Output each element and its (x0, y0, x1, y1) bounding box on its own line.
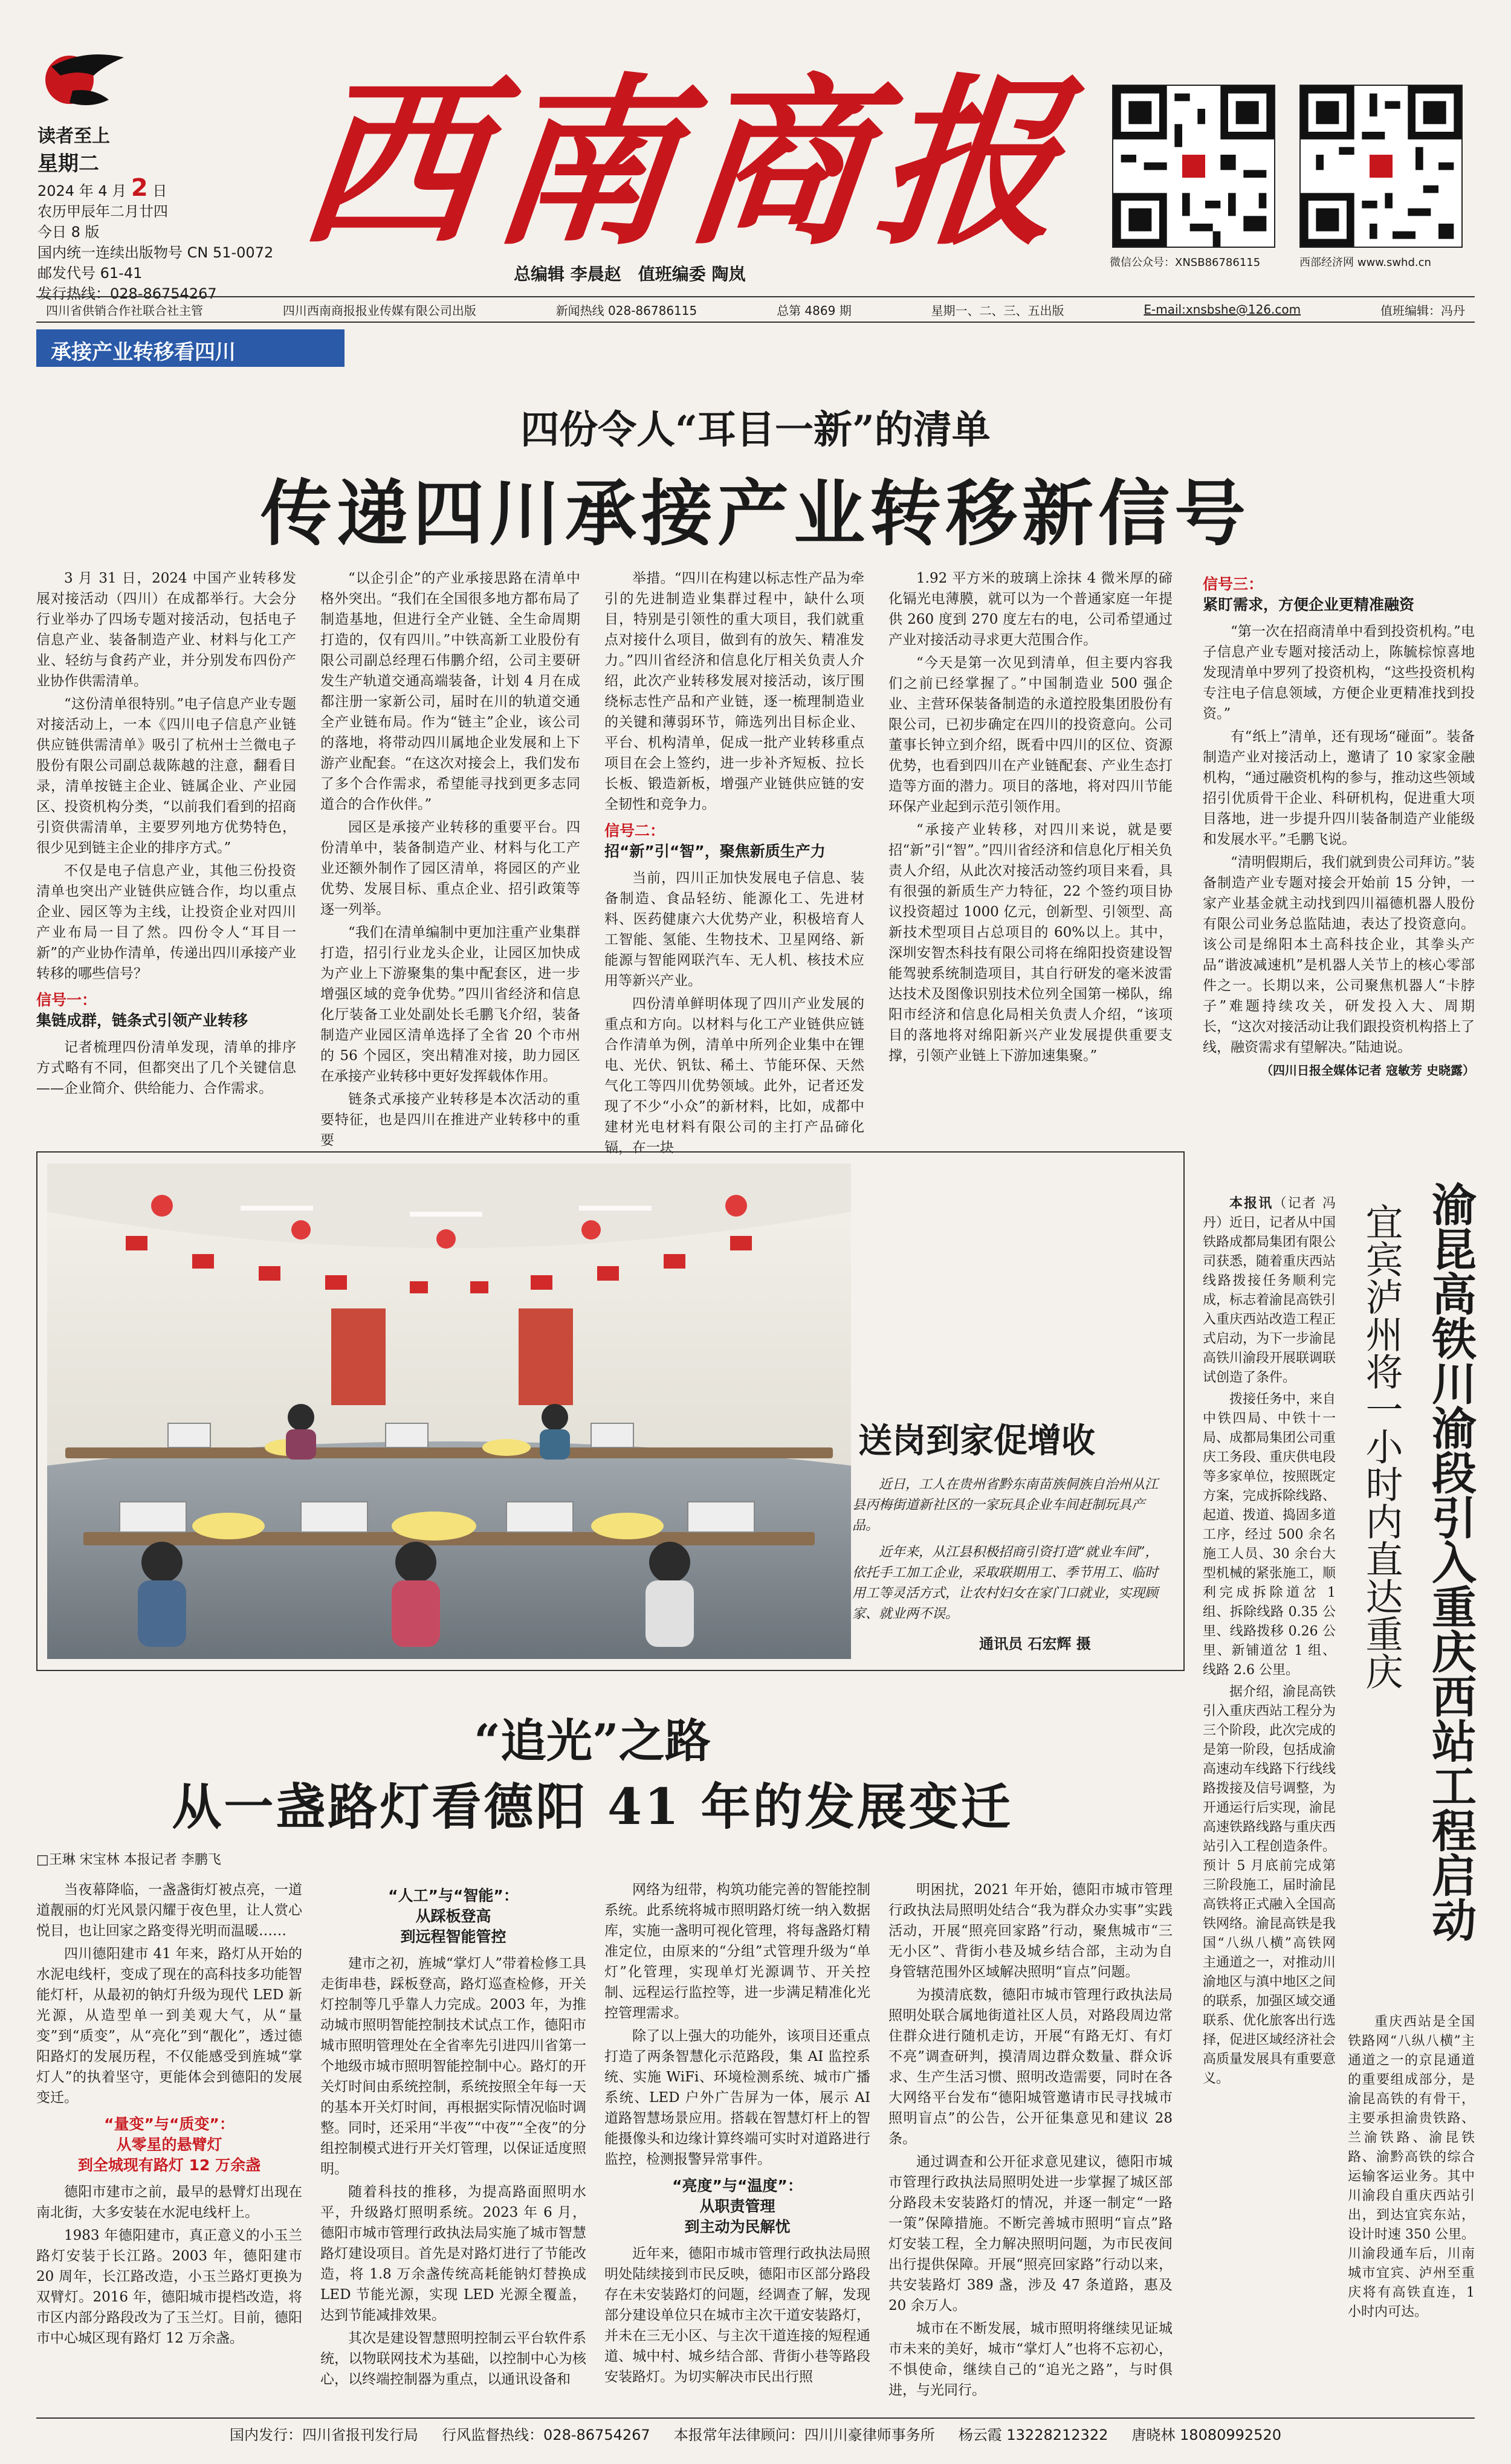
issue-date (37, 174, 273, 202)
signal-label: 信号二： (604, 822, 665, 839)
paragraph: “承接产业转移，对四川来说，就是要招“新”引“智”。”四川省经济和信息化厅相关负责人介绍，从此次对接活动签约项目来看，具有很强的新质生产力特征，22 个签约项目协议投资超过 1000 亿元，创新型、引领型、高新技术型项目占总项目的 60%以上。其中，深圳安智杰科技有限公司将在绵阳投资建设智能驾驶系统制造项目，其自行研发的毫米波雷达技术及图像识别技术位列全国第一梯队，绵阳市经济和信息化局相关负责人介绍，“该项目的落地将对绵阳新兴产业发展提供重要支撑，引领产业链上下游加速集聚。” (888, 822, 1173, 1064)
light-headline: 从一盏路灯看德阳 41 年的发展变迁 (172, 1778, 1013, 1836)
date-suffix: 日 (152, 183, 167, 199)
paragraph: 拨接任务中，来自中铁四局、中铁十一局、成都局集团公司重庆工务段、重庆供电段等多家单位，按照既定方案，完成拆除线路、起道、拨道、捣固多道工序，经过 500 余名施工人员、30 余台大型机械的紧张施工，顺利完成拆除道岔 1 组、拆除线路 0.35 公里、线路拨移 0.26 公里、新铺道岔 1 组、线路 2.6 公里。 (1203, 1392, 1336, 1678)
signal-2-subhead (604, 821, 864, 862)
brand-logo (36, 42, 127, 115)
editor-credits: 总编辑 李晨赵 值班编委 陶岚 (514, 264, 746, 284)
paragraph-text: （记者 冯丹）近日，记者从中国铁路成都局集团有限公司获悉，随着重庆西站线路拨接任务顺利完成，标志着渝昆高铁引入重庆西站改造工程正式启动，为下一步渝昆高铁川渝段开展联调联试创造了条件。 (1203, 1196, 1336, 1385)
workshop-illustration (47, 1163, 851, 1659)
lawyer-contact: 唐晓林 18080992520 (1131, 2426, 1281, 2443)
lead-column-4 (888, 568, 1173, 1069)
cn-number: 国内统一连续出版物号 CN 51-0072 (37, 244, 274, 261)
issue-info (37, 150, 273, 304)
paragraph: 重庆西站是全国铁路网“八纵八横”主通道之一的京昆通道的重要组成部分，是渝昆高铁的有骨干，主要承担渝贵铁路、兰渝铁路、渝昆铁路、渝黔高铁的综合运输客运业务。其中川渝段自重庆西站引出，到达宜宾东站，设计时速 350 公里。川渝段通车后，川南城市宜宾、泸州至重庆将有高铁直连，1 小时内可达。 (1348, 2014, 1475, 2320)
publisher: 四川西南商报报业传媒有限公司出版 (282, 303, 476, 318)
paragraph (1203, 1194, 1336, 1388)
paragraph: 网络为纽带，构筑功能完善的智能控制系统。此系统将城市照明路灯统一纳入数据库，实施一盏明可视化管理，将每盏路灯精准定位，由原来的“分组”式管理升级为“单灯”化管理，实现单灯光源调节、开关控制、远程运行监控等，进一步满足精准化光控管理需求。 (604, 1882, 870, 2021)
lead-column-3 (604, 568, 864, 1160)
paragraph: “以企引企”的产业承接思路在清单中格外突出。“我们在全国很多地方都布局了制造基地，但进行全产业链、全生命周期打造的，仅有四川。”中铁高新工业股份有限公司副总经理石伟鹏介绍，公司主要研发生产轨道交通高端装备，计划 4 月在成都注册一家新公司，届时在川的轨道交通全产业链布局。作为“链主”企业，该公司的落地，将带动四川属地企业发展和上下游产业配套。“在这次对接会上，我们发布了多个合作需求，希望能寻找到更多志同道合的合作伙伴。” (320, 571, 580, 812)
supervision-hotline: 行风监督热线：028-86754267 (442, 2426, 650, 2443)
light-byline: □王琳 宋宝林 本报记者 李鹏飞 (36, 1852, 221, 1867)
signal-title: 紧盯需求，方便企业更精准融资 (1203, 596, 1415, 613)
news-hotline: 新闻热线 028-86786115 (555, 303, 697, 318)
paragraph: 当前，四川正加快发展电子信息、装备制造、食品轻纺、能源化工、先进材料、医药健康六大优势产业，积极培育人工智能、氢能、生物技术、卫星网络、新能源与智能网联汽车、无人机、核技术应用等新兴产业。 (604, 870, 864, 989)
paragraph: 1.92 平方米的玻璃上涂抹 4 微米厚的碲化镉光电薄膜，就可以为一个普通家庭一年提供 260 度到 270 度左右的电，公司希望通过产业对接活动寻求更大范围合作。 (888, 571, 1173, 648)
date-day: 2 (131, 174, 148, 202)
paragraph: 记者梳理四份清单发现，清单的排序方式略有不同，但都突出了几个关键信息——企业简介、供给能力、合作需求。 (36, 1040, 296, 1096)
paragraph: 举措。“四川在构建以标志性产品为牵引的先进制造业集群过程中，缺什么项目，特别是引领性的重大项目，我们就重点对接什么项目，做到有的放矢、精准发力。”四川省经济和信息化厅相关负责人介绍，此次产业转移发展对接活动，该厅围绕标志性产品和产业链，逐一梳理制造业的关键和薄弱环节，筛选列出目标企业、平台、机构清单，促成一批产业转移重点项目在会上签约，进一步补齐短板、拉长长板、锻造新板，增强产业链供应链的安全韧性和竞争力。 (604, 571, 864, 812)
paragraph: 1983 年德阳建市，真正意义的小玉兰路灯安装于长江路。2003 年，德阳建市 20 周年，长江路改造，小玉兰路灯更换为双臂灯。2016 年，德阳城市提档改造，将市区内部分路段改为了玉兰灯。目前，德阳市中心城区现有路灯 12 万余盏。 (36, 2228, 302, 2346)
lead-column-2 (320, 568, 580, 1153)
paragraph: “今天是第一次见到清单，但主要内容我们之前已经掌握了。”中国制造业 500 强企业、主营环保装备制造的永道控股集团股份有限公司，已初步确定在四川的投资意向。公司董事长钟立到介绍，既看中四川的区位、资源优势，也看到四川在产业链配套、产业生态打造等方面的潜力。项目的落地，将对四川节能环保产业起到示范引领作用。 (888, 655, 1173, 815)
lead-column-5 (1203, 568, 1475, 1081)
paragraph: 建市之初，旌城“掌灯人”带着检修工具走街串巷，踩板登高，路灯巡查检修，开关灯控制等几乎靠人力完成。2003 年，为推动城市照明智能控制技术试点工作，德阳市城市照明管理处在全省率先引进四川省第一个地级市城市照明智能控制中心。路灯的开关灯时间由系统控制，系统按照全年每一天的基本开关灯时间，再根据实际情况临时调整。同时，还采用“半夜”“中夜”“全夜”的分组控制模式进行开关灯管理，以保证适度照明。 (320, 1956, 586, 2177)
light-column-4 (888, 1880, 1173, 2403)
qr-pattern-icon (1301, 86, 1461, 247)
rail-story-body (1203, 1194, 1336, 2091)
photo-caption (852, 1475, 1166, 1625)
qr-pattern-icon (1113, 86, 1274, 247)
paragraph: 近年来，德阳市城市管理行政执法局照明处陆续接到市民反映，德阳市区部分路段存在未安装路灯的问题，经调查了解，发现部分建设单位只在城市主次干道安装路灯，并未在三无小区、与主次干道连接的短程通道、城中村、城乡结合部、背街小巷等路段安装路灯。为切实解决市民出行照 (604, 2246, 870, 2385)
caption-paragraph: 近日，工人在贵州省黔东南苗族侗族自治州从江县丙梅街道新社区的一家玩具企业车间赶制玩具产品。 (852, 1477, 1159, 1533)
lead-kicker: 四份令人“耳目一新”的清单 (520, 407, 991, 453)
paragraph: “第一次在招商清单中看到投资机构。”电子信息产业专题对接活动上，陈毓棕惊喜地发现清单中罗列了投资机构，“这些投资机构专注电子信息领域，方便企业更精准找到投资。” (1203, 624, 1475, 722)
paragraph: 四份清单鲜明体现了四川产业发展的重点和方向。以材料与化工产业链供应链合作清单为例，清单中所列企业集中在锂电、光伏、钒钛、稀土、节能环保、天然气化工等四川优势领域。此外，记者还发现了不少“小众”的新材料，比如，成都中建材光电材料有限公司的主打产品碲化镉，在一块 (604, 996, 864, 1156)
paragraph: 有“纸上”清单，还有现场“碰面”。装备制造产业对接活动上，邀请了 10 家家金融机构，“通过融资机构的参与，推动这些领域招引优质骨干企业、科研机构，促进重大项目落地，进一步提升四川装备制造产业能级和发展水平。”毛鹏飞说。 (1203, 729, 1475, 847)
paragraph: 据介绍，渝昆高铁引入重庆西站工程分为三个阶段，此次完成的是第一阶段，包括成渝高速动车线路下行线线路拨接及信号调整，为开通运行后实现，渝昆高速铁路线路与重庆西站引入工程创造条件。预计 5 月底前完成第三阶段施工，届时渝昆高铁将正式融入全国高铁网络。渝昆高铁是我国“八纵八横”高铁网主通道之一，对推动川渝地区与滇中地区之间的联系，加强区域交通联系、优化旅客出行选择，促进区域经济社会高质量发展具有重要意义。 (1203, 1684, 1336, 2086)
rail-headline: 渝昆高铁川渝段引入重庆西站工程启动 (1425, 1182, 1477, 1942)
rail-story-body-cont (1348, 2013, 1475, 2324)
wechat-caption: 微信公众号：XNSB86786115 (1110, 256, 1261, 269)
signal-title: 集链成群，链条式引领产业转移 (36, 1012, 248, 1029)
publication-days: 星期一、二、三、五出版 (931, 303, 1064, 318)
legal-counsel: 本报常年法律顾问：四川川豪律师事务所 (673, 2426, 935, 2443)
paragraph: 3 月 31 日，2024 中国产业转移发展对接活动（四川）在成都举行。大会分行业举办了四场专题对接活动，包括电子信息产业、装备制造产业、材料与化工产业、轻纺与食药产业，并分别发布四份产业协作供需清单。 (36, 571, 296, 689)
paragraph: 其次是建设智慧照明控制云平台软件系统，以物联网技术为基础，以控制中心为核心，以终端控制器为重点，以通讯设备和 (320, 2330, 586, 2387)
paragraph: 不仅是电子信息产业，其他三份投资清单也突出产业链供应链合作，均以重点企业、园区等为主线，让投资企业对四川产业布局一目了然。四份令人“耳目一新”的产业协作清单，传递出四川承接产业转移的哪些信号？ (36, 863, 296, 981)
factory-workshop-photo[interactable] (47, 1163, 851, 1659)
dateline: 本报讯 (1229, 1195, 1273, 1211)
signal-label: 信号一： (36, 991, 97, 1009)
weekday: 星期二 (37, 152, 99, 176)
page-count: 今日 8 版 (37, 224, 100, 241)
lunar-date: 农历甲辰年二月廿四 (37, 203, 168, 220)
lawyer-contact: 杨云霞 13228212322 (958, 2426, 1108, 2443)
page-footer (36, 2417, 1475, 2448)
light-kicker: “追光”之路 (474, 1714, 711, 1768)
light-subhead-1: “量变”与“质变”： 从零星的悬臂灯 到全城现有路灯 12 万余盏 (77, 2115, 261, 2174)
paragraph: “这份清单很特别。”电子信息产业专题对接活动上，一本《四川电子信息产业链供应链供需清单》吸引了杭州士兰微电子股份有限公司副总裁陈越的注意，翻看目录，清单按链主企业、链属企业、产业园区、投资机构分类，“以前我们看到的招商引资供需清单，主要罗列地方优势特色，很少见到链主企业的排序方式。” (36, 696, 296, 856)
distribution-hotline: 发行热线：028-86754267 (37, 285, 217, 302)
postal-code: 邮发代号 61-41 (37, 265, 143, 282)
paragraph: “我们在清单编制中更加注重产业集群打造，招引行业龙头企业，让园区加快成为产业上下游聚集的集中配套区，进一步增强区域的竞争优势。”四川省经济和信息化厅装备工业处副处长毛鹏飞介绍，装备制造产业园区清单选择了全省 20 个市州的 56 个园区，突出精准对接，助力园区在承接产业转移中更好发挥载体作用。 (320, 925, 580, 1084)
lead-headline: 传递四川承接产业转移新信号 (260, 472, 1251, 555)
column-tag: 承接产业转移看四川 (36, 329, 345, 367)
website-caption: 西部经济网 www.swhd.cn (1299, 256, 1431, 269)
paragraph: 园区是承接产业转移的重要平台。四份清单中，装备制造产业、材料与化工产业还额外制作了园区清单，将园区的产业优势、发展目标、重点企业、招引政策等逐一列举。 (320, 820, 580, 917)
light-subhead-3: “亮度”与“温度”： 从职责管理 到主动为民解忧 (672, 2177, 803, 2236)
light-column-1 (36, 1880, 302, 2351)
sponsor: 四川省供销合作社联合社主管 (46, 303, 203, 318)
paragraph: “清明假期后，我们就到贵公司拜访。”装备制造产业专题对接会开始前 15 分钟，一家产业基金就主动找到四川福德机器人股份有限公司业务总监陆迪，表达了投资意向。该公司是绵阳本土高科技企业，其拳头产品“谐波减速机”是机器人关节上的核心零部件之一。长期以来，公司聚焦机器人“卡脖子”难题持续攻关，研发投入大、周期长，“这次对接活动让我们跟投资机构搭上了线，融资需求有望解决。”陆迪说。 (1203, 855, 1475, 1055)
light-column-2 (320, 1880, 586, 2392)
wechat-qr-code[interactable] (1112, 85, 1275, 248)
distribution-info: 国内发行：四川省报刊发行局 (230, 2426, 418, 2443)
paragraph: 当夜幕降临，一盏盏街灯被点亮，一道道靓丽的灯光风景闪耀于夜色里，让人赏心悦目，也让回家之路变得光明而温暖…… (36, 1882, 302, 1939)
date-prefix: 2024 年 4 月 (37, 183, 127, 199)
signal-label: 信号三： (1203, 575, 1264, 593)
paragraph: 链条式承接产业转移是本次活动的重要特征，也是四川在推进产业转移中的重要 (320, 1091, 580, 1148)
slogan: 读者至上 (37, 126, 110, 147)
photo-title: 送岗到家促增收 (858, 1421, 1095, 1461)
info-strip (36, 296, 1475, 323)
email-link[interactable]: E-mail:xnsbshe@126.com (1144, 302, 1301, 317)
paragraph: 德阳市建市之前，最早的悬臂灯出现在南北街，大多安装在水泥电线杆上。 (36, 2184, 302, 2220)
duty-editor: 值班编辑：冯丹 (1380, 303, 1465, 318)
signal-3-subhead (1203, 574, 1475, 615)
photo-credit: 通讯员 石宏辉 摄 (979, 1635, 1091, 1652)
paragraph: 四川德阳建市 41 年来，路灯从开始的水泥电线杆，变成了现在的高科技多功能智能灯杆，从最初的钠灯升级为现代 LED 新光源，从造型单一到美观大气，从“量变”到“质变”，从“亮化”到“靓化”，透过德阳路灯的发展历程，不仅能感受到旌城“掌灯人”的执着坚守，更能体会到德阳的发展变迁。 (36, 1946, 302, 2106)
paragraph: 明困扰，2021 年开始，德阳市城市管理行政执法局照明处结合“我为群众办实事”实践活动，开展“照亮回家路”行动，聚焦城市“三无小区”、背街小巷及城乡结合部，主动为自身管辖范围外区域解决照明“盲点”问题。 (888, 1882, 1173, 1980)
lead-byline: （四川日报全媒体记者 寇敏芳 史晓露） (1261, 1063, 1475, 1078)
paragraph: 除了以上强大的功能外，该项目还重点打造了两条智慧化示范路段，集 AI 监控系统、实施 WiFi、环境检测系统、城市广播系统、LED 户外广告屏为一体，展示 AI 道路智慧场景应用。搭载在智慧灯杆上的智能摄像头和边缘计算终端可实时对道路进行监控，检测报警异常事件。 (604, 2028, 870, 2167)
light-column-3 (604, 1880, 870, 2390)
paragraph: 为摸清底数，德阳市城市管理行政执法局照明处联合属地街道社区人员，对路段周边常住群众进行随机走访，开展“有路无灯、有灯不亮”调查研判，摸清周边群众数量、群众诉求、生产生活习惯、照明改造需要，同时在各大网络平台发布“德阳城管邀请市民寻找城市照明盲点”的公告，公开征集意见和建议 28 条。 (888, 1987, 1173, 2147)
paragraph: 通过调查和公开征求意见建议，德阳市城市管理行政执法局照明处进一步掌握了城区部分路段未安装路灯的情况，并逐一制定“一路一策”保障措施。不断完善城市照明“盲点”路灯安装工程，全力解决照明问题，为市民夜间出行提供保障。开展“照亮回家路”行动以来，共安装路灯 389 盏，涉及 47 条道路，惠及 20 余万人。 (888, 2154, 1173, 2314)
light-subhead-2: “人工”与“智能”： 从踩板登高 到远程智能管控 (388, 1887, 519, 1945)
paragraph: 随着科技的推移，为提高路面照明水平，升级路灯照明系统。2023 年 6 月，德阳市城市管理行政执法局实施了城市智慧路灯建设项目。首先是对路灯进行了节能改造，将 1.8 万余盏传统高耗能钠灯替换成 LED 节能光源，实现 LED 光源全覆盖，达到节能减排效果。 (320, 2184, 586, 2323)
signal-1-subhead (36, 990, 296, 1031)
newspaper-title: 西南商报 (291, 56, 1082, 270)
lead-column-1 (36, 568, 296, 1101)
paragraph: 城市在不断发展，城市照明将继续见证城市未来的美好，城市“掌灯人”也将不忘初心，不惧使命，继续自己的“追光之路”，与时俱进，与光同行。 (888, 2321, 1173, 2398)
rail-subhead: 宜宾泸州将一小时内直达重庆 (1359, 1203, 1403, 1690)
website-qr-code[interactable] (1299, 85, 1463, 248)
caption-paragraph: 近年来，从江县积极招商引资打造“就业车间”，依托手工加工企业，采取联期用工、季节用工、临时用工等灵活方式，让农村妇女在家门口就业，实现顾家、就业两不误。 (852, 1545, 1159, 1622)
signal-title: 招“新”引“智”，聚焦新质生产力 (604, 842, 826, 860)
issue-number: 总第 4869 期 (777, 303, 852, 318)
